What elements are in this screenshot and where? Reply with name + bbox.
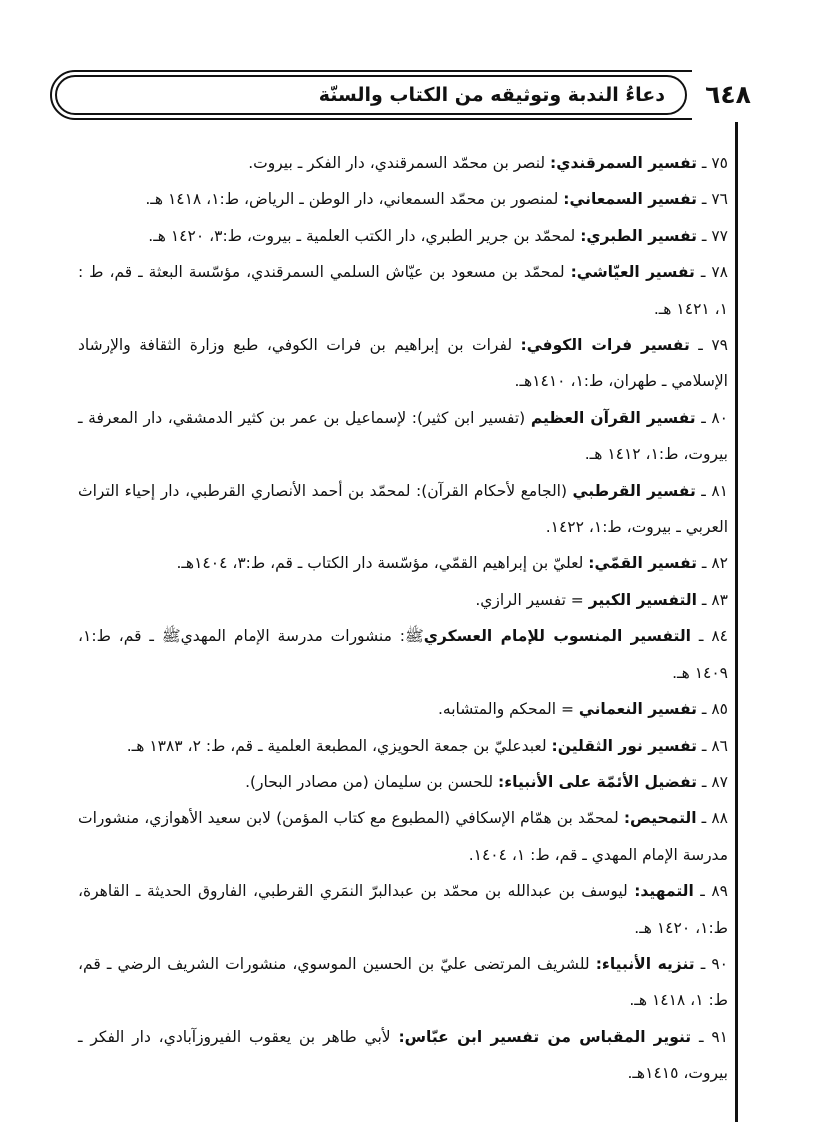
entry-number: ٨٢	[711, 554, 728, 573]
bibliography-entry: ٩٠ ـ تنزيه الأنبياء: للشريف المرتضى عليّ بن الحسين الموسوي، منشورات الشريف الرضي ـ قم، ط: ١، ١٤١٨ هـ.	[78, 954, 728, 1010]
entry-number: ٧٩	[711, 336, 728, 355]
entry-title: تفسير النعماني	[578, 700, 697, 719]
running-title: دعاءُ الندبة وتوثيقه من الكتاب والسنّة	[55, 75, 687, 115]
bibliography-entry: ٨٣ ـ التفسير الكبير = تفسير الرازي.	[475, 590, 728, 609]
bibliography-entry: ٩١ ـ تنوير المقباس من تفسير ابن عبّاس: لأبي طاهر بن يعقوب الفيروزآبادي، دار الفكر ـ بيروت، ١٤١٥هـ.	[78, 1027, 728, 1083]
bibliography-entry: ٧٦ ـ تفسير السمعاني: لمنصور بن محمّد السمعاني، دار الوطن ـ الرياض، ط:١، ١٤١٨ هـ.	[145, 190, 728, 209]
entry-title: تفسير العيّاشي:	[570, 263, 695, 282]
bibliography-entry: ٧٨ ـ تفسير العيّاشي: لمحمّد بن مسعود بن عيّاش السلمي السمرقندي، مؤسّسة البعثة ـ قم، ط : ١، ١٤٢١ هـ.	[78, 263, 728, 318]
bibliography-entry: ٨٧ ـ تفضيل الأئمّة على الأنبياء: للحسن بن سليمان (من مصادر البحار).	[245, 772, 728, 791]
bibliography-entry: ٨٩ ـ التمهيد: ليوسف بن عبدالله بن محمّد بن عبدالبرّ النمَري القرطبي، الفاروق الحديثة ـ القاهرة، ط:١، ١٤٢٠ هـ.	[78, 882, 728, 937]
entry-details: لعليّ بن إبراهيم القمّي، مؤسّسة دار الكتاب ـ قم، ط:٣، ١٤٠٤هـ.	[176, 554, 589, 573]
entry-details: لمحمّد بن مسعود بن عيّاش السلمي السمرقندي، مؤسّسة البعثة ـ قم، ط : ١، ١٤٢١ هـ.	[78, 263, 728, 318]
entry-details: (تفسير ابن كثير): لإسماعيل بن عمر بن كثير الدمشقي، دار المعرفة ـ بيروت، ط:١، ١٤١٢ هـ.	[78, 408, 728, 464]
entry-title: تفسير الطبري:	[580, 226, 697, 245]
entry-details: ﷺ: منشورات مدرسة الإمام المهديﷺ ـ قم، ط:١، ١٤٠٩ هـ.	[78, 627, 728, 682]
entry-details: (الجامع لأحكام القرآن): لمحمّد بن أحمد الأنصاري القرطبي، دار إحياء التراث العربي ـ بيروت، ط:١، ١٤٢٢.	[78, 481, 728, 537]
entry-number: ٨١	[711, 481, 728, 500]
entry-details: لمحمّد بن جرير الطبري، دار الكتب العلمية ـ بيروت، ط:٣، ١٤٢٠ هـ.	[148, 226, 581, 245]
entry-details: للحسن بن سليمان (من مصادر البحار).	[245, 772, 498, 791]
entry-title: التمحيص:	[623, 809, 697, 828]
entry-details: لمنصور بن محمّد السمعاني، دار الوطن ـ الرياض، ط:١، ١٤١٨ هـ.	[145, 190, 564, 209]
bibliography-entry: ٧٧ ـ تفسير الطبري: لمحمّد بن جرير الطبري، دار الكتب العلمية ـ بيروت، ط:٣، ١٤٢٠ هـ.	[148, 226, 728, 245]
entry-number: ٨٤	[711, 627, 728, 646]
bibliography-entry: ٨٤ ـ التفسير المنسوب للإمام العسكريﷺ: منشورات مدرسة الإمام المهديﷺ ـ قم، ط:١، ١٤٠٩ هـ.	[78, 627, 728, 682]
entry-details: لعبدعليّ بن جمعة الحويزي، المطبعة العلمية ـ قم، ط: ٢، ١٣٨٣ هـ.	[126, 736, 552, 755]
bibliography-entry: ٧٩ ـ تفسير فرات الكوفي: لفرات بن إبراهيم بن فرات الكوفي، طبع وزارة الثقافة والإرشاد الإسلامي ـ طهران، ط:١، ١٤١٠هـ.	[78, 336, 728, 391]
entry-number: ٨٣	[711, 590, 728, 609]
entry-title: تفسير القرآن العظيم	[530, 408, 696, 427]
entry-details: ليوسف بن عبدالله بن محمّد بن عبدالبرّ النمَري القرطبي، الفاروق الحديثة ـ القاهرة، ط:١، ١٤٢٠ هـ.	[78, 882, 728, 937]
vertical-margin-rule	[735, 122, 738, 1122]
entry-title: تفسير فرات الكوفي:	[520, 336, 690, 355]
entry-title: التفسير الكبير	[588, 590, 697, 609]
entry-details: = المحكم والمتشابه.	[437, 700, 579, 719]
bibliography-entry: ٨٦ ـ تفسير نور الثقلين: لعبدعليّ بن جمعة الحويزي، المطبعة العلمية ـ قم، ط: ٢، ١٣٨٣ هـ.	[126, 736, 728, 755]
bibliography-entry: ٨٨ ـ التمحيص: لمحمّد بن همّام الإسكافي (المطبوع مع كتاب المؤمن) لابن سعيد الأهوازي، منشورات مدرسة الإمام المهدي ـ قم، ط: ١، ١٤٠٤.	[78, 809, 728, 864]
bibliography-entry: ٨٠ ـ تفسير القرآن العظيم (تفسير ابن كثير): لإسماعيل بن عمر بن كثير الدمشقي، دار المعرفة ـ بيروت، ط:١، ١٤١٢ هـ.	[78, 408, 728, 464]
entry-number: ٨٦	[711, 736, 728, 755]
bibliography-entry: ٨٢ ـ تفسير القمّي: لعليّ بن إبراهيم القمّي، مؤسّسة دار الكتاب ـ قم، ط:٣، ١٤٠٤هـ.	[176, 554, 728, 573]
entry-number: ٩١	[711, 1027, 728, 1046]
entry-number: ٨٨	[711, 809, 728, 828]
entry-details: لفرات بن إبراهيم بن فرات الكوفي، طبع وزارة الثقافة والإرشاد الإسلامي ـ طهران، ط:١، ١٤١٠هـ.	[78, 336, 728, 391]
entry-title: تفسير نور الثقلين:	[551, 736, 697, 755]
entry-number: ٨٩	[711, 882, 728, 901]
entry-details: لنصر بن محمّد السمرقندي، دار الفكر ـ بيروت.	[248, 154, 551, 172]
entry-details: للشريف المرتضى عليّ بن الحسين الموسوي، منشورات الشريف الرضي ـ قم، ط: ١، ١٤١٨ هـ.	[78, 954, 728, 1010]
page-number: ٦٤٨	[692, 68, 764, 120]
bibliography-entry: ٨١ ـ تفسير القرطبي (الجامع لأحكام القرآن): لمحمّد بن أحمد الأنصاري القرطبي، دار إحياء التراث العربي ـ بيروت، ط:١، ١٤٢٢.	[78, 481, 728, 537]
entry-number: ٨٠	[711, 408, 728, 427]
entry-number: ٧٨	[711, 263, 728, 282]
entry-details: لأبي طاهر بن يعقوب الفيروزآبادي، دار الفكر ـ بيروت، ١٤١٥هـ.	[78, 1027, 728, 1083]
entry-number: ٨٧	[711, 772, 728, 791]
entry-title: تفسير السمرقندي:	[550, 154, 697, 172]
entry-details: = تفسير الرازي.	[475, 590, 589, 609]
entry-number: ٧٥	[711, 154, 728, 172]
entry-title: تنزيه الأنبياء:	[595, 954, 695, 973]
entry-number: ٧٧	[711, 226, 728, 245]
entry-title: التمهيد:	[634, 882, 694, 901]
bibliography-list	[78, 145, 728, 1092]
bibliography-entry: ٧٥ ـ تفسير السمرقندي: لنصر بن محمّد السمرقندي، دار الفكر ـ بيروت.	[248, 154, 728, 172]
entry-title: تنوير المقباس من تفسير ابن عبّاس:	[398, 1027, 692, 1046]
entry-number: ٧٦	[711, 190, 728, 209]
entry-title: تفسير القرطبي	[572, 481, 696, 500]
entry-title: تفسير القمّي:	[588, 554, 697, 573]
entry-title: تفسير السمعاني:	[563, 190, 697, 209]
entry-number: ٨٥	[711, 700, 728, 719]
entry-title: التفسير المنسوب للإمام العسكري	[423, 627, 691, 646]
bibliography-entry: ٨٥ ـ تفسير النعماني = المحكم والمتشابه.	[437, 700, 728, 719]
entry-number: ٩٠	[711, 954, 728, 973]
entry-title: تفضيل الأئمّة على الأنبياء:	[498, 772, 697, 791]
entry-details: لمحمّد بن همّام الإسكافي (المطبوع مع كتاب المؤمن) لابن سعيد الأهوازي، منشورات مدرسة الإمام المهدي ـ قم، ط: ١، ١٤٠٤.	[78, 809, 728, 864]
